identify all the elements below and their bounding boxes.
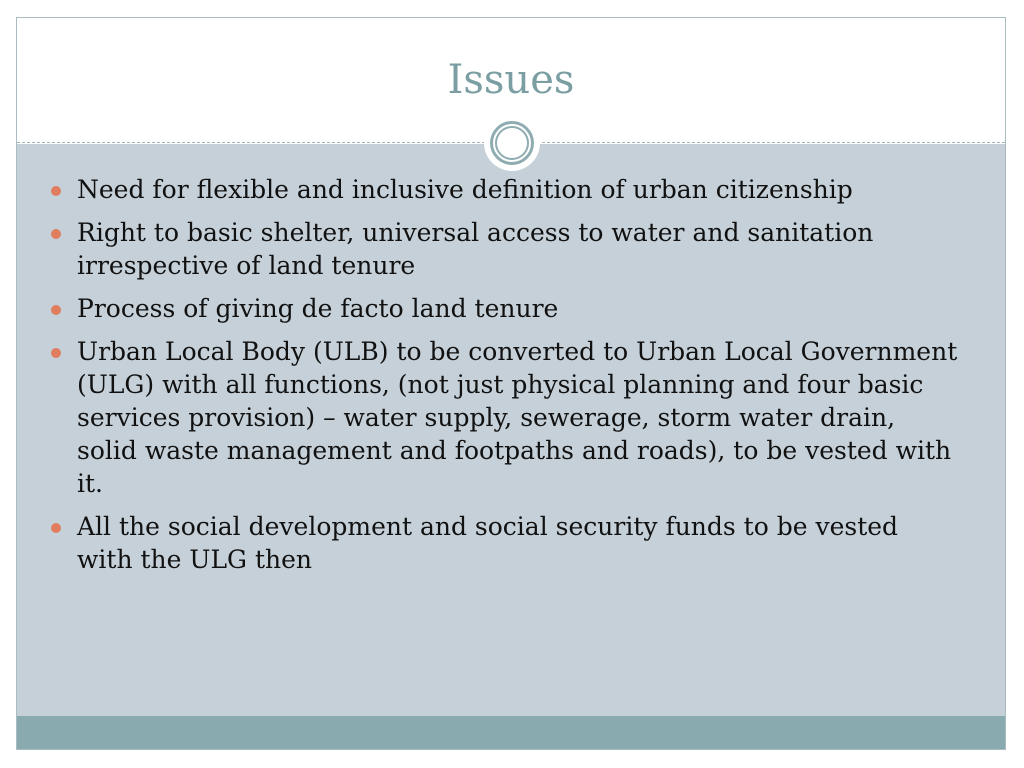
bullet-list — [51, 173, 961, 586]
bullet-item — [51, 292, 961, 325]
slide-title: Issues — [447, 57, 575, 103]
footer-bar — [17, 716, 1005, 750]
bullet-item — [51, 173, 961, 206]
slide — [16, 17, 1006, 750]
bullet-dot-icon — [51, 229, 61, 239]
bullet-text: All the social development and social security funds to be vested with the ULG then — [77, 512, 899, 574]
bullet-item — [51, 335, 961, 500]
bullet-item — [51, 510, 961, 576]
bullet-dot-icon — [51, 305, 61, 315]
bullet-text: Need for flexible and inclusive definition of urban citizenship — [77, 175, 853, 204]
bullet-text: Process of giving de facto land tenure — [77, 294, 559, 323]
bullet-text: Right to basic shelter, universal access to water and sanitation irrespective of land tenure — [77, 218, 874, 280]
bullet-dot-icon — [51, 523, 61, 533]
bullet-text: Urban Local Body (ULB) to be converted to Urban Local Government (ULG) with all functions, (not just physical planning and four basic services provision) – water supply, sewerage, storm water drain, solid waste management and footpaths and roads), to be vested with it. — [77, 337, 958, 498]
ornament-inner-ring-icon — [495, 126, 529, 160]
bullet-item — [51, 216, 961, 282]
bullet-dot-icon — [51, 186, 61, 196]
bullet-dot-icon — [51, 348, 61, 358]
